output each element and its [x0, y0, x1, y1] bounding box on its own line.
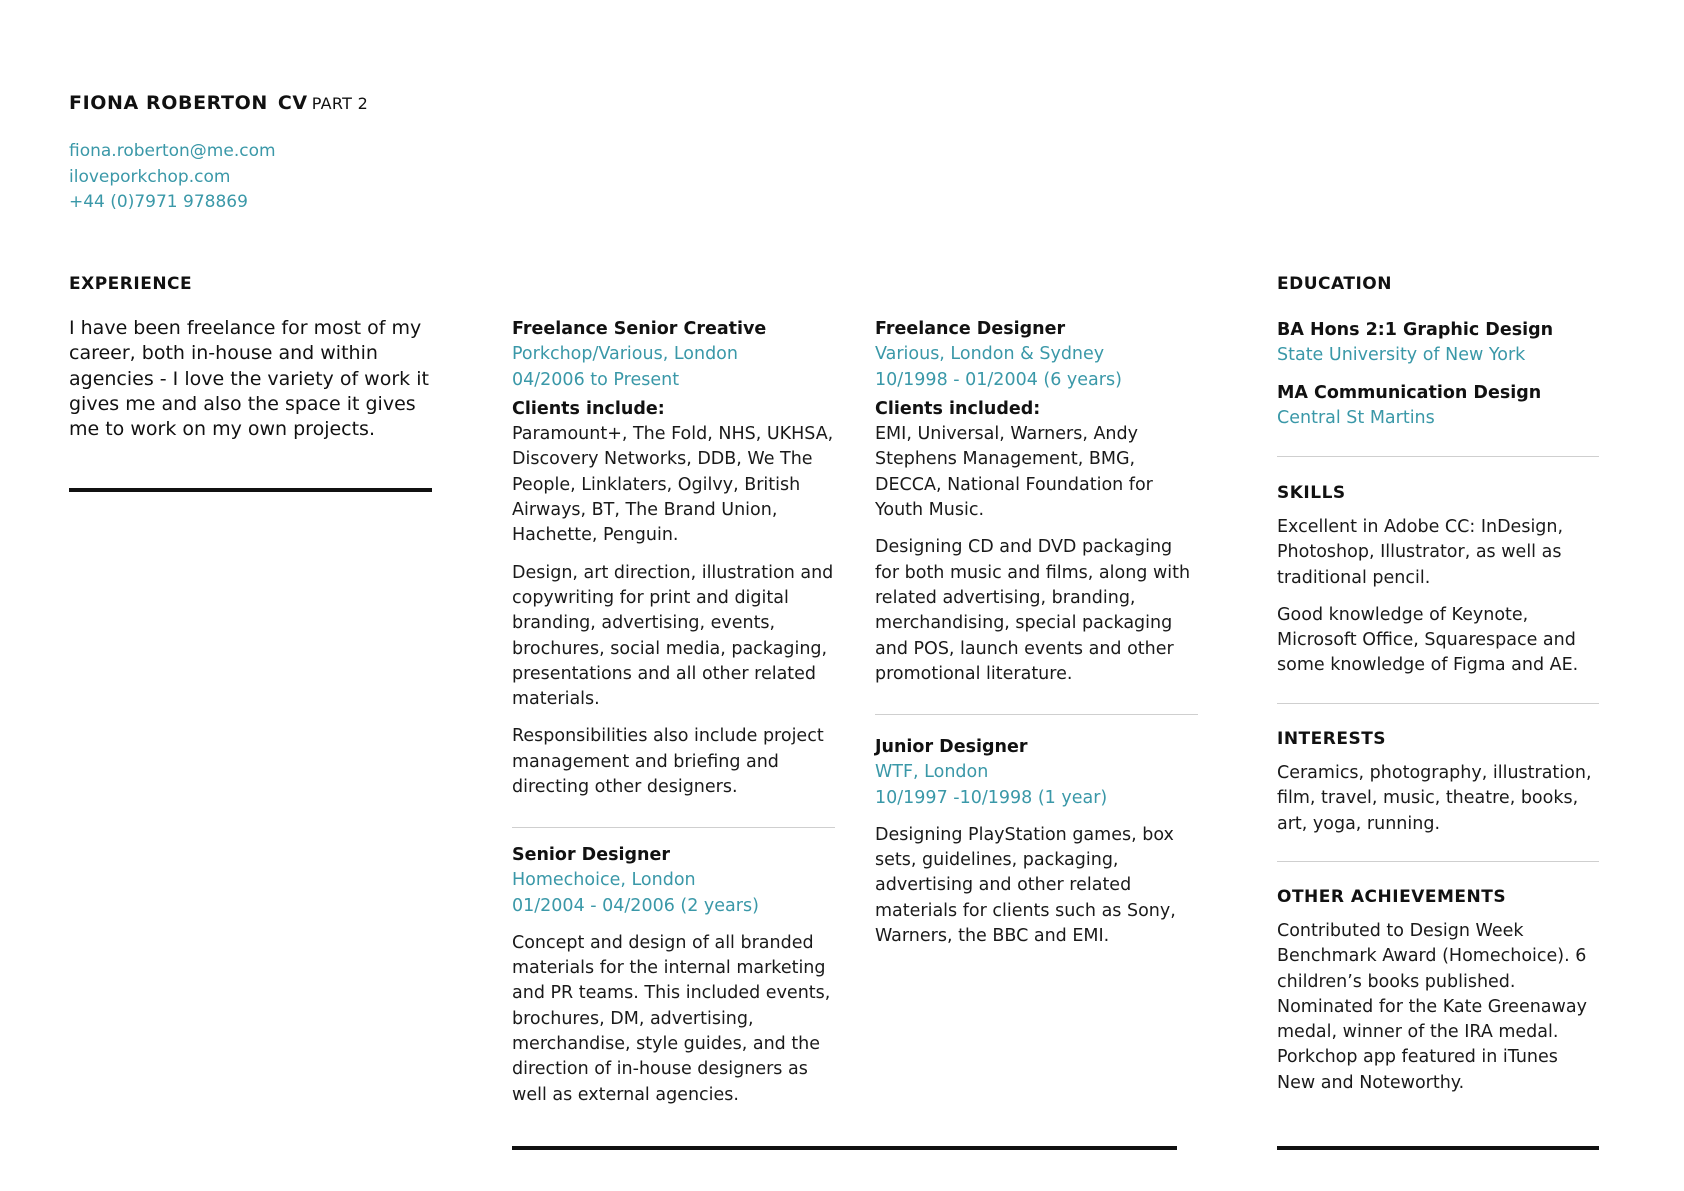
skills-text: [1277, 515, 1599, 679]
cv-name: FIONA ROBERTON: [69, 92, 268, 114]
education-degree: MA Communication Design: [1277, 383, 1542, 403]
job-clients: Paramount+, The Fold, NHS, UKHSA, Discovery Networks, DDB, We The People, Linklaters, Ogilvy, British Airways, BT, The Brand Union, Hachette, Penguin.: [512, 424, 834, 546]
achievements-heading: OTHER ACHIEVEMENTS: [1277, 887, 1507, 907]
job-dates: 10/1998 - 01/2004 (6 years): [875, 369, 1122, 390]
job-description: Design, art direction, illustration and copywriting for print and digital branding, advertising, events, brochures, social media, packaging, presentations and all other related materials.: [512, 562, 834, 710]
email-link[interactable]: fiona.roberton@me.com: [69, 141, 276, 161]
skills-paragraph: Good knowledge of Keynote, Microsoft Office, Squarespace and some knowledge of Figma and AE.: [1277, 604, 1579, 676]
skills-paragraph: Excellent in Adobe CC: InDesign, Photoshop, Illustrator, as well as traditional pencil.: [1277, 517, 1564, 588]
job-freelance-senior-creative: [512, 317, 837, 800]
intro-divider: [69, 488, 432, 492]
education-divider: [1277, 456, 1599, 457]
job-freelance-designer: [875, 317, 1200, 687]
job-title: Freelance Senior Creative: [512, 319, 767, 339]
job-clients-label: Clients included:: [875, 398, 1041, 419]
job-description: Designing CD and DVD packaging for both music and films, along with related advertising, branding, merchandising, special packaging and POS, launch events and other promotional literature.: [875, 537, 1191, 684]
cv-part: PART 2: [311, 94, 369, 113]
education-item: [1277, 381, 1607, 431]
contact-block: [69, 139, 276, 216]
interests-heading: INTERESTS: [1277, 729, 1387, 749]
skills-heading: SKILLS: [1277, 483, 1346, 503]
experience-heading: EXPERIENCE: [69, 274, 193, 294]
job-divider: [875, 714, 1198, 715]
job-company: WTF, London: [875, 762, 989, 783]
job-junior-designer: [875, 735, 1200, 949]
website-link[interactable]: iloveporkchop.com: [69, 166, 231, 187]
education-degree: BA Hons 2:1 Graphic Design: [1277, 320, 1554, 340]
job-title: Freelance Designer: [875, 319, 1066, 339]
education-school: Central St Martins: [1277, 408, 1435, 428]
page-title: [69, 92, 368, 114]
job-responsibilities: Responsibilities also include project management and briefing and directing other designers.: [512, 726, 824, 798]
job-company: Various, London & Sydney: [875, 344, 1105, 365]
achievements-text: Contributed to Design Week Benchmark Award (Homechoice). 6 children’s books published. Nominated for the Kate Greenaway medal, winner of the IRA medal. Porkchop app featured in iTunes New and Noteworthy.: [1277, 921, 1587, 1093]
job-company: Homechoice, London: [512, 870, 696, 891]
phone-link[interactable]: +44 (0)7971 978869: [69, 192, 248, 212]
experience-intro: I have been freelance for most of my career, both in-house and within agencies - I love the variety of work it gives me and also the space it gives me to work on my own projects.: [69, 317, 429, 441]
job-clients-label: Clients include:: [512, 398, 665, 419]
job-dates: 01/2004 - 04/2006 (2 years): [512, 895, 759, 916]
education-school: State University of New York: [1277, 345, 1526, 365]
job-company: Porkchop/Various, London: [512, 344, 738, 365]
job-description: Concept and design of all branded materials for the internal marketing and PR teams. This included events, brochures, DM, advertising, merchandise, style guides, and the direction of in-house designers as well as external agencies.: [512, 932, 831, 1105]
education-item: [1277, 318, 1607, 368]
job-title: Senior Designer: [512, 845, 670, 865]
job-divider: [512, 827, 835, 828]
job-clients: EMI, Universal, Warners, Andy Stephens Management, BMG, DECCA, National Foundation for Youth Music.: [875, 424, 1153, 521]
interests-divider: [1277, 861, 1599, 862]
job-description: Designing PlayStation games, box sets, guidelines, packaging, advertising and other related materials for clients such as Sony, Warners, the BBC and EMI.: [875, 824, 1176, 947]
skills-divider: [1277, 703, 1599, 704]
job-dates: 10/1997 -10/1998 (1 year): [875, 787, 1108, 808]
experience-bottom-divider: [512, 1146, 1177, 1150]
job-senior-designer: [512, 843, 837, 1108]
job-dates: 04/2006 to Present: [512, 369, 680, 390]
job-title: Junior Designer: [875, 737, 1028, 757]
right-column-bottom-divider: [1277, 1146, 1599, 1150]
education-heading: EDUCATION: [1277, 274, 1392, 294]
cv-label: CV: [277, 92, 308, 114]
interests-text: Ceramics, photography, illustration, film, travel, music, theatre, books, art, yoga, running.: [1277, 763, 1592, 834]
